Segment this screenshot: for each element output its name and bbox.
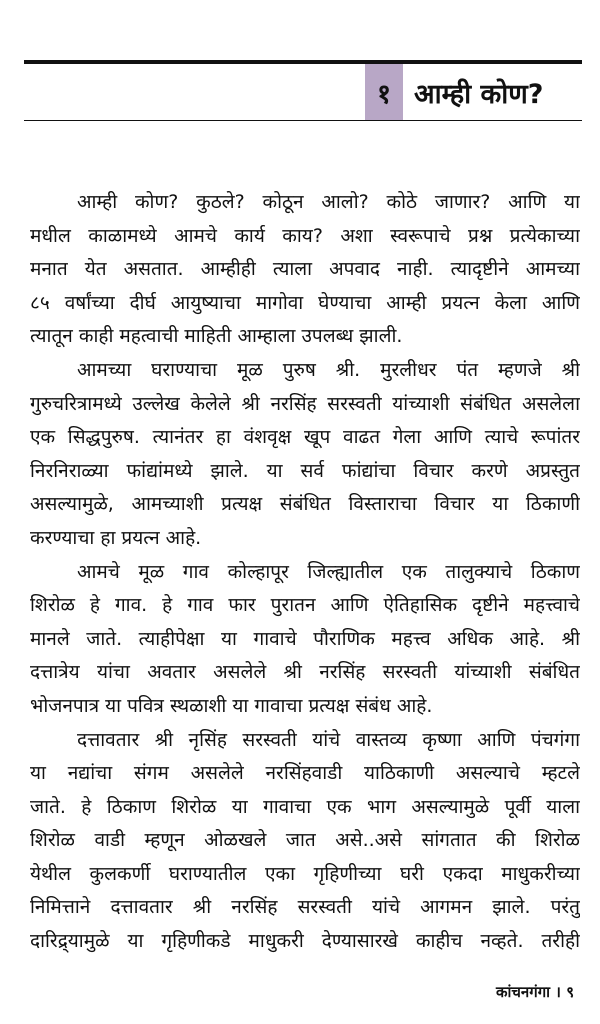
page-number: ९ <box>566 983 574 1001</box>
chapter-title: आम्ही कोण? <box>414 78 544 110</box>
text-line: निरनिराळ्या फांद्यांमध्ये झाले. या सर्व फांद्यांचा विचार करणे अप्रस्तुत <box>30 459 580 482</box>
text-line: आम्ही कोण? कुठले? कोठून आलो? कोठे जाणार? आणि या <box>77 191 580 213</box>
text-line: मनात येत असतात. आम्हीही त्याला अपवाद नाही. त्यादृष्टीने आमच्या <box>30 258 580 281</box>
page-footer <box>496 982 574 1002</box>
text-line: दारिद्र्यामुळे या गृहिणीकडे माधुकरी देण्यासारखे काहीच नव्हते. तरीही <box>30 930 580 953</box>
text-line: दत्तावतार श्री नृसिंह सरस्वती यांचे वास्तव्य कृष्णा आणि पंचगंगा <box>77 728 580 751</box>
text-line: एक सिद्धपुरुष. त्यानंतर हा वंशवृक्ष खूप वाढत गेला आणि त्याचे रूपांतर <box>30 426 580 449</box>
text-line: आमचे मूळ गाव कोल्हापूर जिल्ह्यातील एक तालुक्याचे ठिकाण <box>77 560 580 583</box>
text-line: मधील काळामध्ये आमचे कार्य काय? अशा स्वरूपाचे प्रश्न प्रत्येकाच्या <box>30 224 580 247</box>
body-text <box>30 186 580 959</box>
text-line: त्यातून काही महत्वाची माहिती आम्हाला उपलब्ध झाली. <box>30 325 403 348</box>
footer-separator: । <box>555 983 561 1001</box>
text-line: करण्याचा हा प्रयत्न आहे. <box>30 526 202 549</box>
paragraph <box>30 354 580 556</box>
chapter-number: १ <box>365 64 403 120</box>
paragraph <box>30 556 580 724</box>
text-line: गुरुचरित्रामध्ये उल्लेख केलेले श्री नरसिंह सरस्वती यांच्याशी संबंधित असलेला <box>30 392 580 415</box>
chapter-header <box>24 64 582 120</box>
header-bottom-rule <box>24 120 582 121</box>
book-title: कांचनगंगा <box>496 983 551 1001</box>
text-line: येथील कुलकर्णी घराण्यातील एका गृहिणीच्या घरी एकदा माधुकरीच्या <box>30 862 580 885</box>
text-line: असल्यामुळे, आमच्याशी प्रत्यक्ष संबंधित विस्ताराचा विचार या ठिकाणी <box>30 493 580 516</box>
text-line: या नद्यांचा संगम असलेले नरसिंहवाडी याठिकाणी असल्याचे म्हटले <box>30 762 580 785</box>
text-line: ८५ वर्षांच्या दीर्घ आयुष्याचा मागोवा घेण्याचा आम्ही प्रयत्न केला आणि <box>30 291 580 314</box>
text-line: आमच्या घराण्याचा मूळ पुरुष श्री. मुरलीधर पंत म्हणजे श्री <box>77 358 580 381</box>
text-line: निमित्ताने दत्तावतार श्री नरसिंह सरस्वती यांचे आगमन झाले. परंतु <box>30 896 580 919</box>
paragraph <box>30 186 580 354</box>
text-line: मानले जाते. त्याहीपेक्षा या गावाचे पौराणिक महत्त्व अधिक आहे. श्री <box>30 627 580 650</box>
text-line: जाते. हे ठिकाण शिरोळ या गावाचा एक भाग असल्यामुळे पूर्वी याला <box>30 795 580 818</box>
paragraph <box>30 724 580 959</box>
text-line: शिरोळ वाडी म्हणून ओळखले जात असे..असे सांगतात की शिरोळ <box>30 829 580 852</box>
text-line: भोजनपात्र या पवित्र स्थळाशी या गावाचा प्रत्यक्ष संबंध आहे. <box>30 694 433 717</box>
text-line: शिरोळ हे गाव. हे गाव फार पुरातन आणि ऐतिहासिक दृष्टीने महत्त्वाचे <box>30 594 580 617</box>
text-line: दत्तात्रेय यांचा अवतार असलेले श्री नरसिंह सरस्वती यांच्याशी संबंधित <box>30 661 580 684</box>
